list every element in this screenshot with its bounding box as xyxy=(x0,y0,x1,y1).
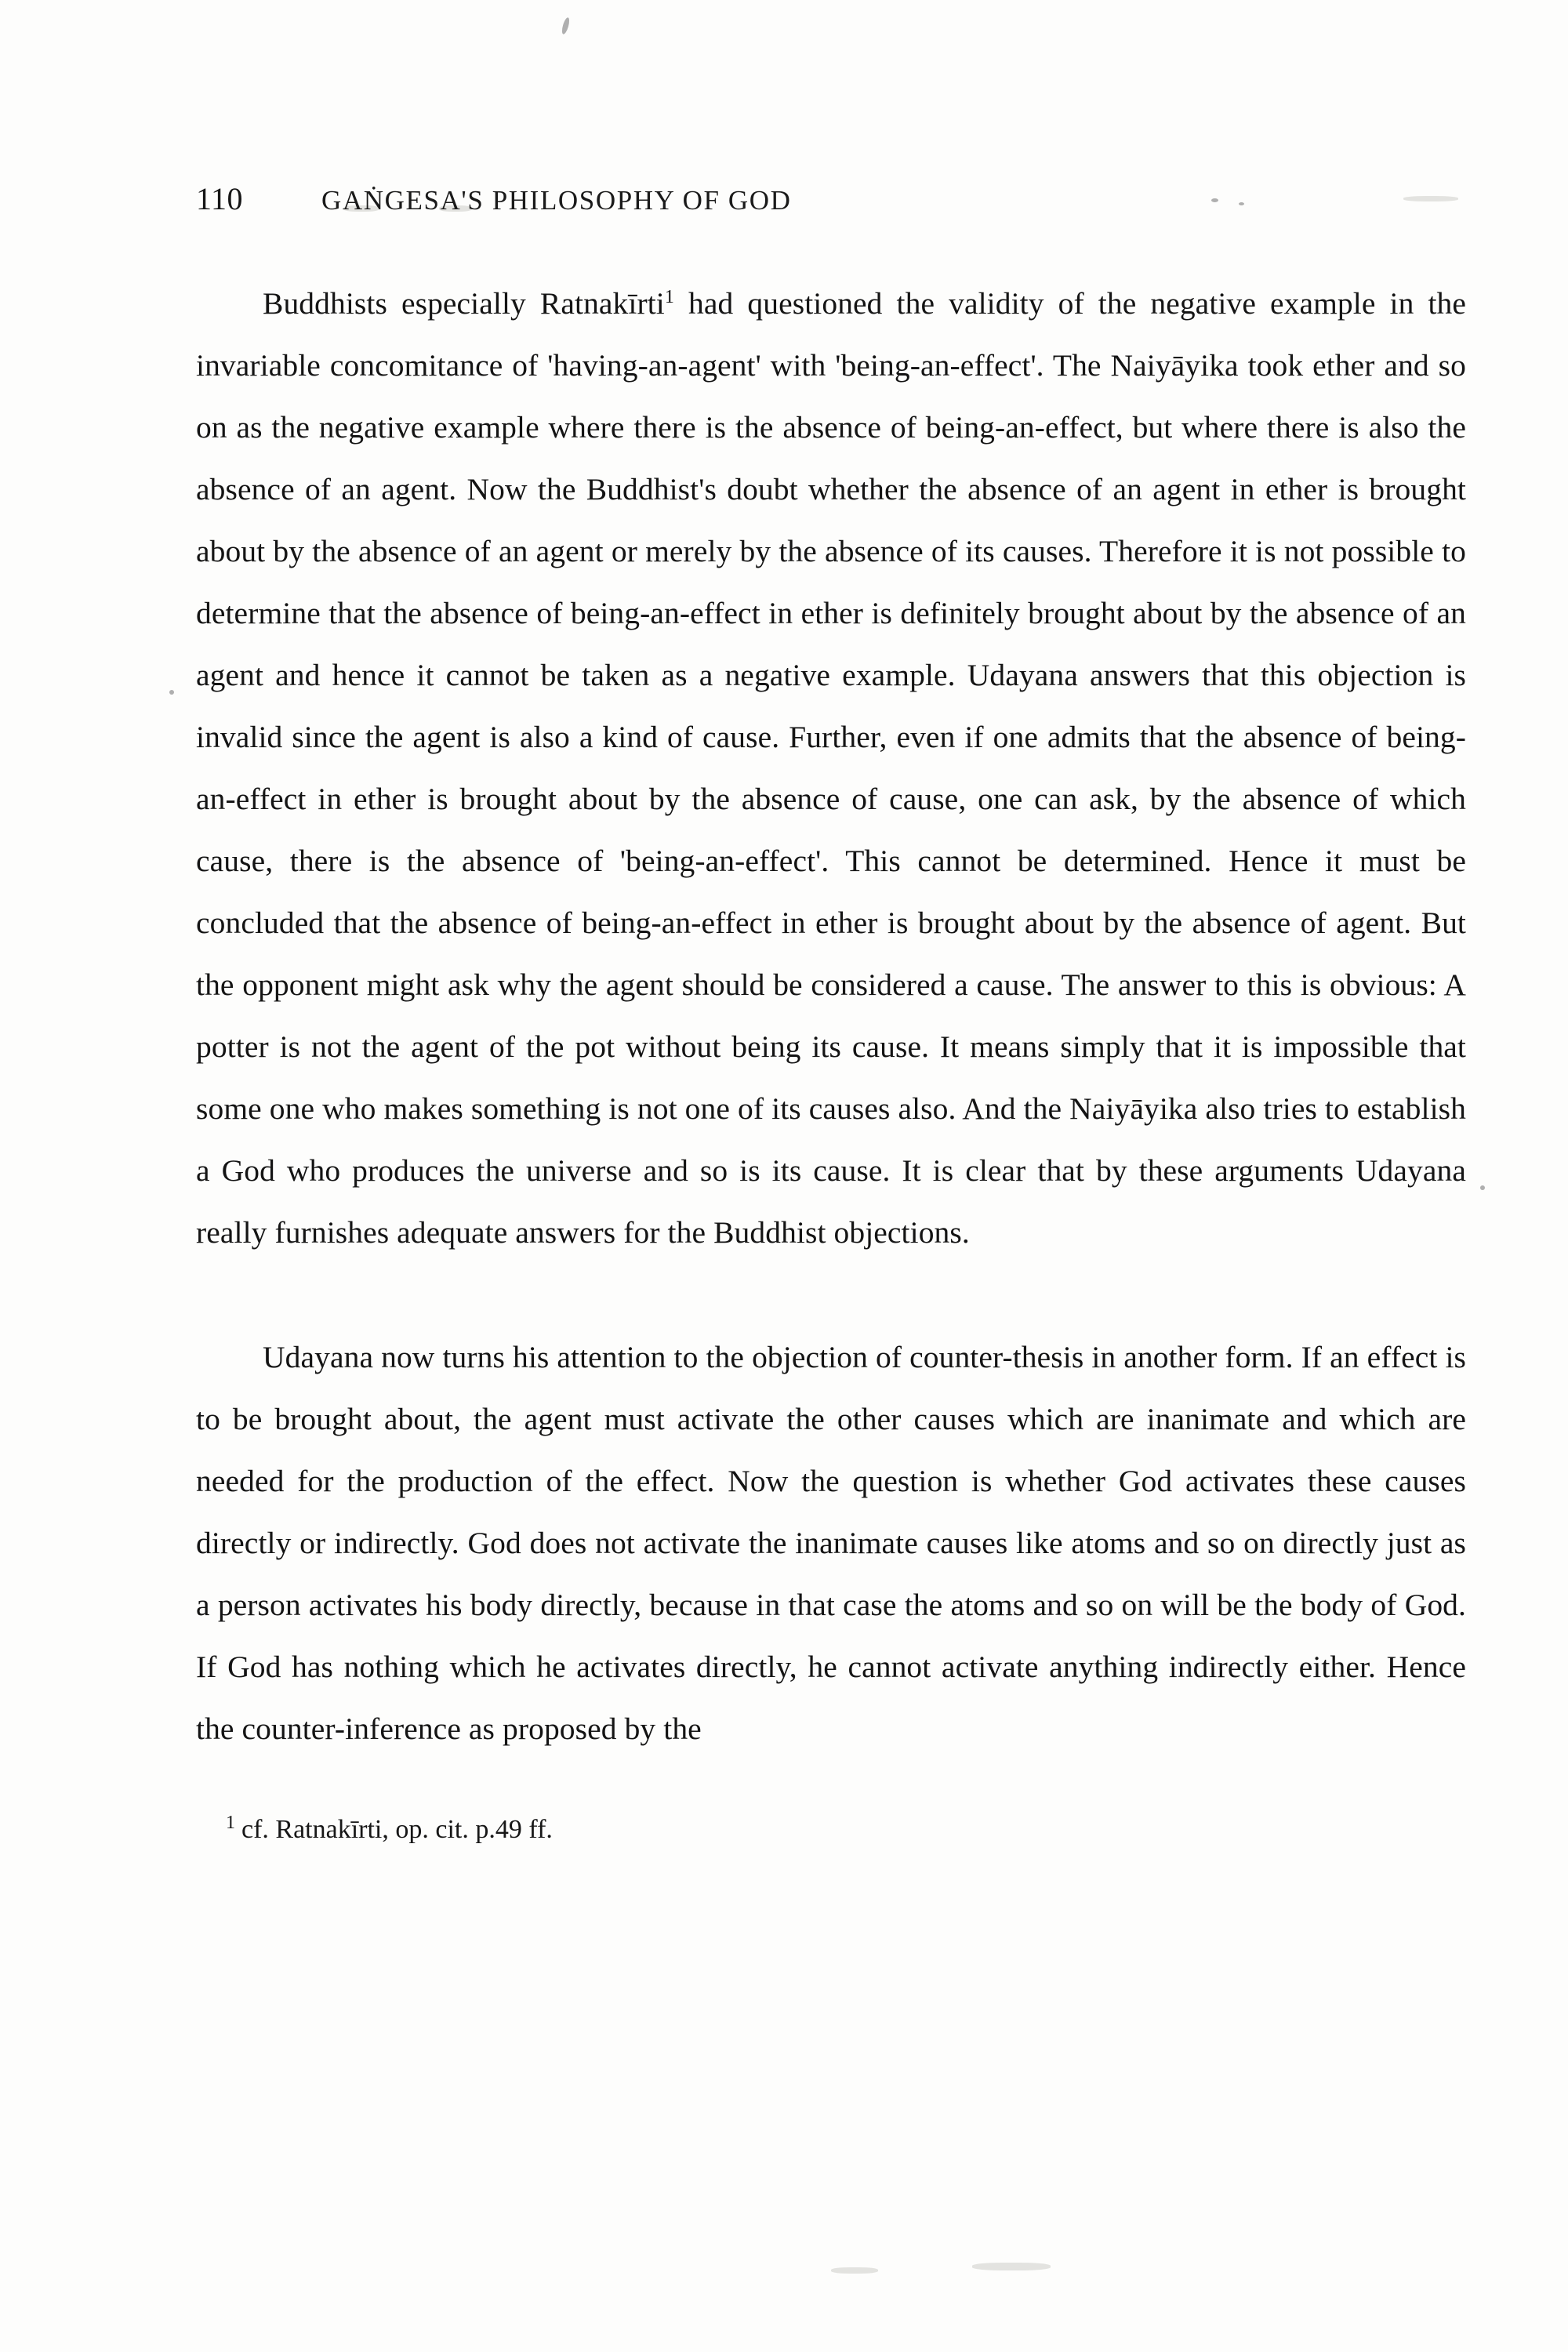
footnote-1 xyxy=(196,1812,1466,1848)
page-number: 110 xyxy=(196,181,244,216)
paragraph-spacer xyxy=(196,1264,1466,1327)
footnote-area xyxy=(196,1812,1466,1848)
paragraph-1-lead: Buddhists especially Ratnakīrti xyxy=(263,286,665,321)
body-text xyxy=(196,273,1466,1760)
paper-speck xyxy=(169,690,174,695)
running-title: GAṄGESA'S PHILOSOPHY OF GOD xyxy=(321,185,792,216)
paper-smudge xyxy=(972,2263,1051,2270)
paper-speck xyxy=(561,16,571,34)
page-header xyxy=(196,180,1466,227)
paragraph-1 xyxy=(196,273,1466,1264)
footnote-text: cf. Ratnakīrti, op. cit. p.49 ff. xyxy=(241,1815,553,1844)
footnote-marker: 1 xyxy=(226,1812,235,1833)
paper-speck xyxy=(1480,1185,1485,1190)
paper-smudge xyxy=(831,2267,878,2274)
paragraph-2: Udayana now turns his attention to the objection of counter-thesis in another form. If an effect is to be brought about, the agent must activate the other causes which are inanimate and which are needed for the production of the effect. Now the question is whether God activates these causes directly or indirectly. God does not activate the inanimate causes like atoms and so on directly just as a person activates his body directly, because in that case the atoms and so on will be the body of God. If God has nothing which he activates directly, he cannot activate anything indirectly either. Hence the counter-inference as proposed by the xyxy=(196,1340,1466,1746)
paragraph-1-text: had questioned the validity of the negative example in the invariable concomitance of 'having-an-agent' with 'being-an-effect'. The Naiyāyika took ether and so on as the negative example where there is the absence of being-an-effect, but where there is also the absence of an agent. Now the Buddhist's doubt whether the absence of an agent in ether is brought about by the absence of an agent or merely by the absence of its causes. Therefore it is not possible to determine that the absence of being-an-effect in ether is definitely brought about by the absence of an agent and hence it cannot be taken as a negative example. Udayana answers that this objection is invalid since the agent is also a kind of cause. Further, even if one admits that the absence of being-an-effect in ether is brought about by the absence of cause, one can ask, by the absence of which cause, there is the absence of 'being-an-effect'. This cannot be determined. Hence it must be concluded that the absence of being-an-effect in ether is brought about by the absence of agent. But the opponent might ask why the agent should be considered a cause. The answer to this is obvious: A potter is not the agent of the pot without being its cause. It means simply that it is impossible that some one who makes something is not one of its causes also. And the Naiyāyika also tries to establish a God who produces the universe and so is its cause. It is clear that by these arguments Udayana really furnishes adequate answers for the Buddhist objections. xyxy=(196,286,1467,1250)
footnote-reference: 1 xyxy=(664,286,674,307)
